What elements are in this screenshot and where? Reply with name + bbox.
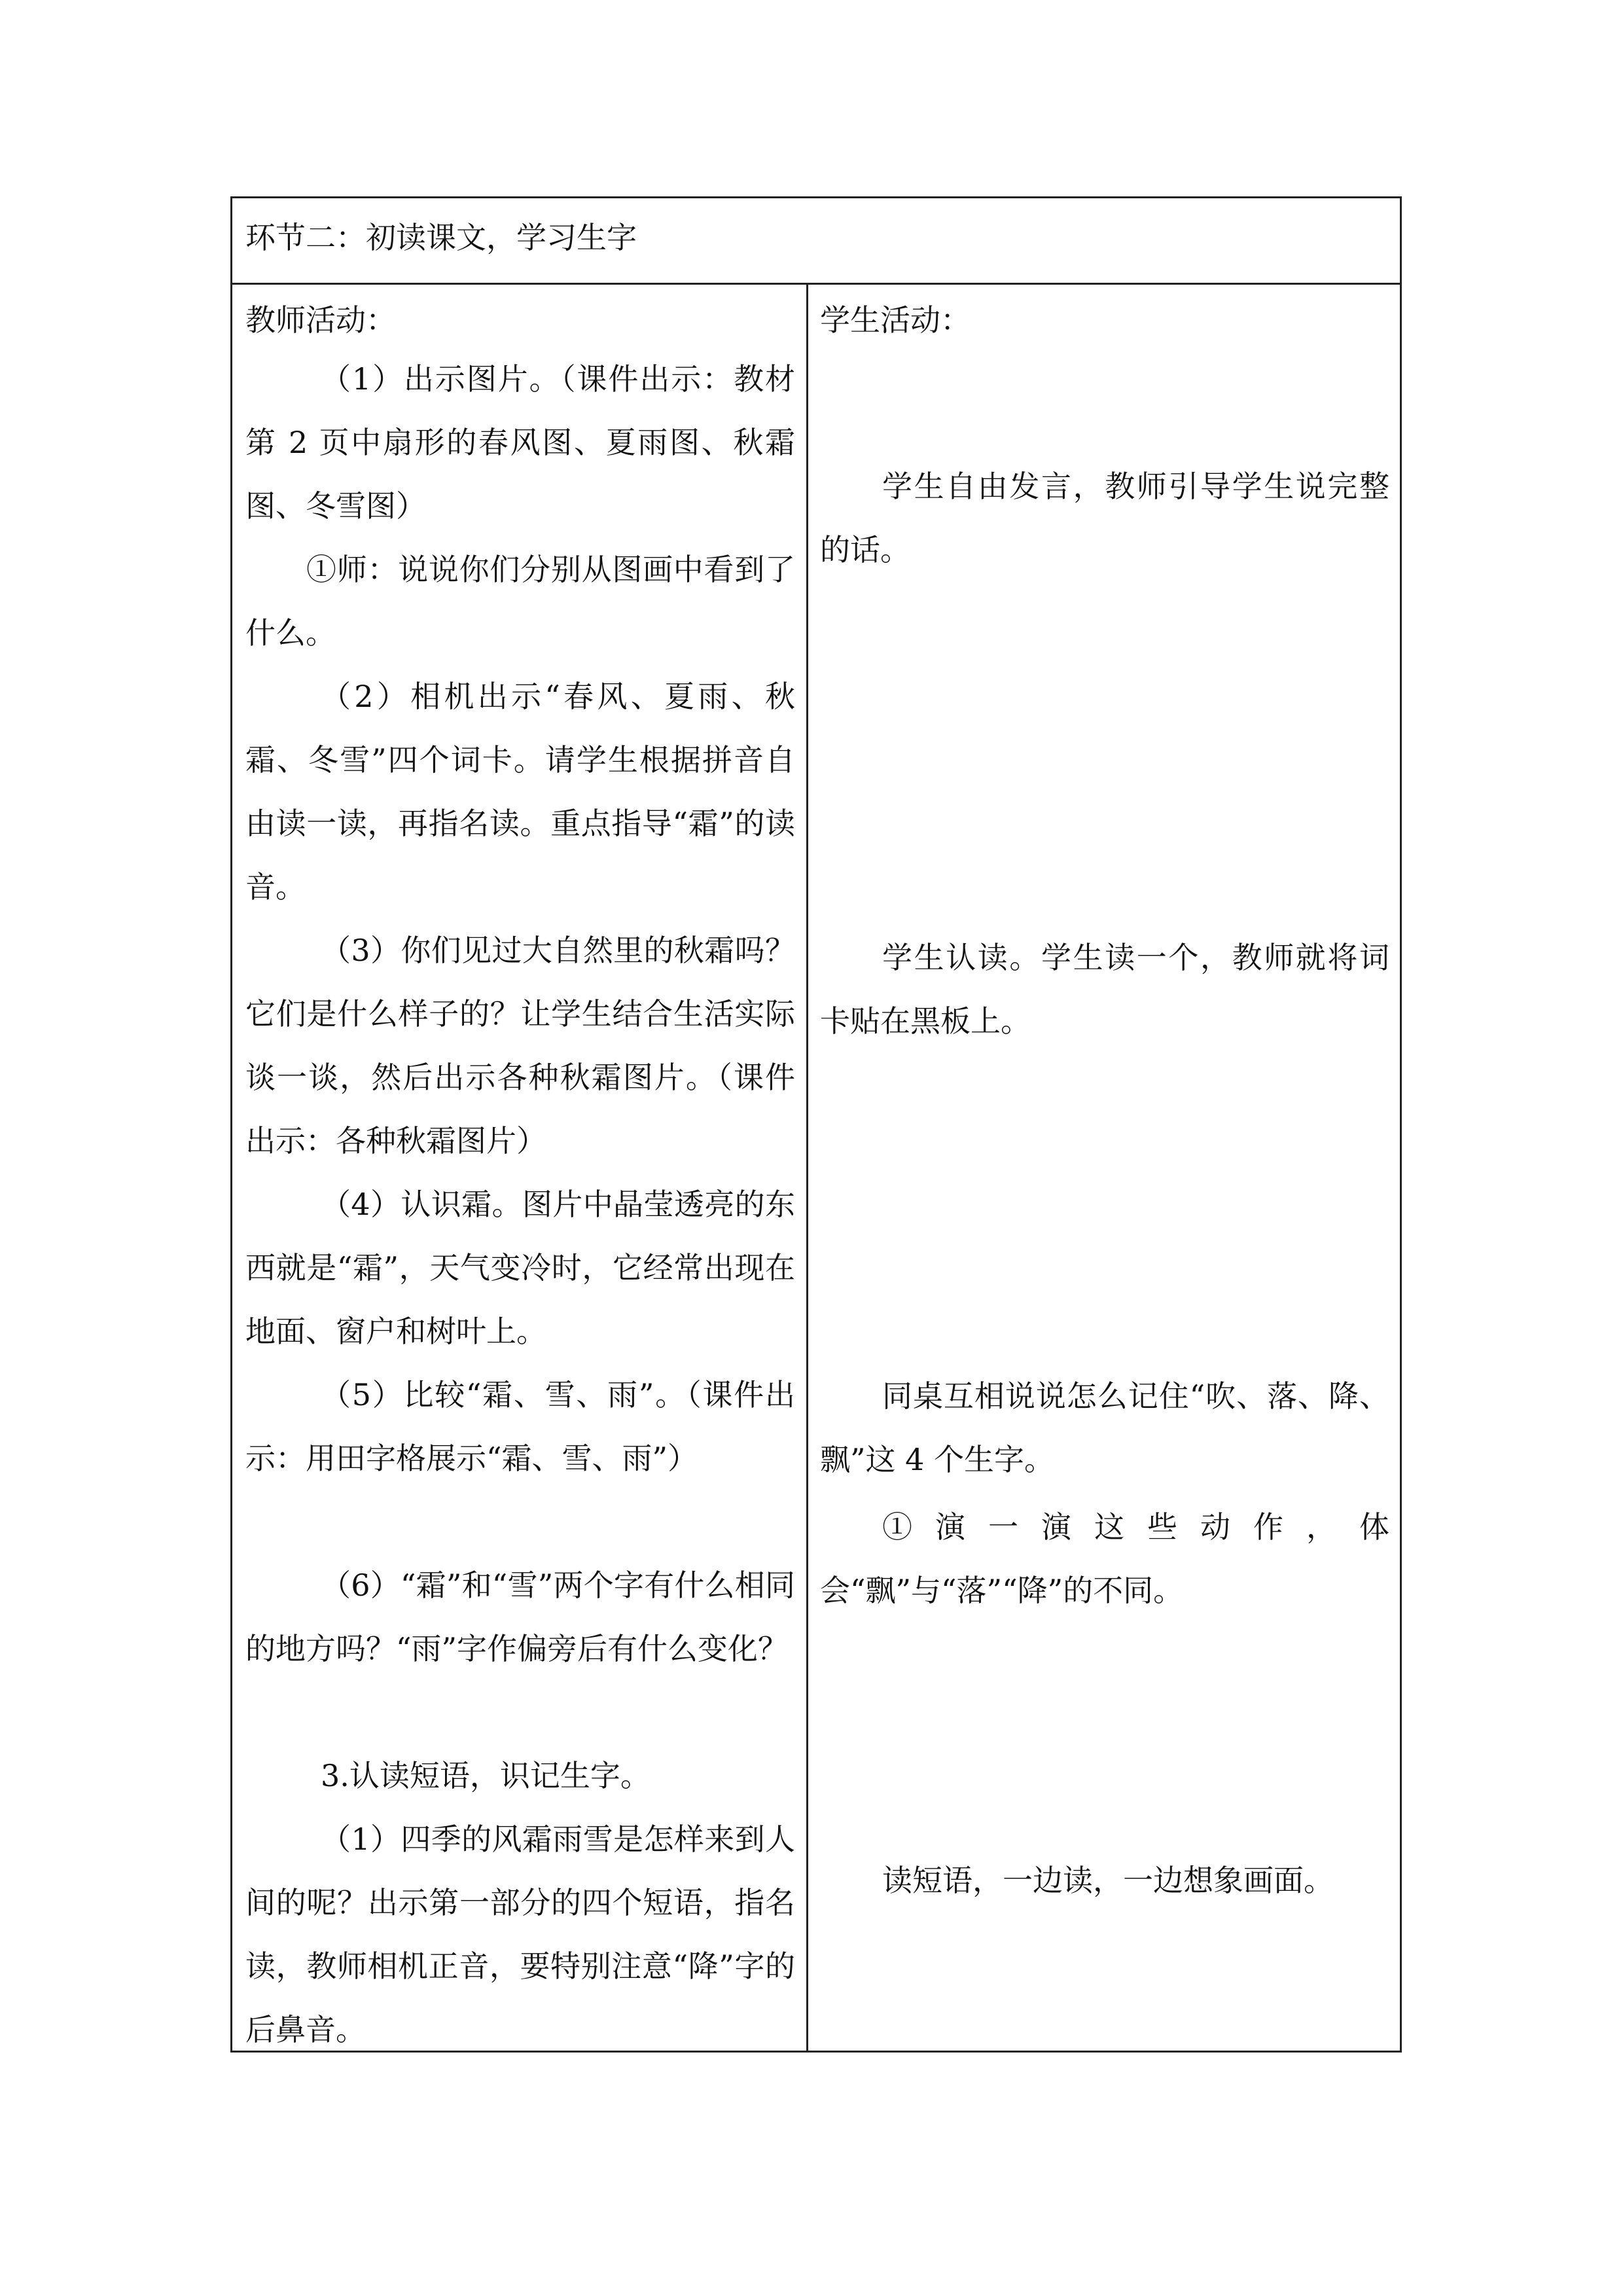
student-paragraph: ①演一演这些动作，体会“飘”与“落”“降”的不同。 (820, 1509, 1389, 1608)
student-paragraph: 同桌互相说说怎么记住“吹、落、降、飘”这 4 个生字。 (820, 1378, 1389, 1477)
teacher-paragraph: （1）四季的风霜雨雪是怎样来到人间的呢？出示第一部分的四个短语，指名读，教师相机正音，要特别注意“降”字的后鼻音。 (245, 1821, 795, 2047)
teacher-paragraph: 3.认读短语，识记生字。 (321, 1758, 651, 1793)
teacher-paragraph: （2）相机出示“春风、夏雨、秋霜、冬雪”四个词卡。请学生根据拼音自由读一读，再指名读。重点指导“霜”的读音。 (245, 679, 795, 905)
section-header (232, 198, 1400, 285)
teacher-paragraph: （6）“霜”和“雪”两个字有什么相同的地方吗？“雨”字作偏旁后有什么变化？ (245, 1568, 795, 1666)
student-paragraph: 学生自由发言，教师引导学生说完整的话。 (820, 469, 1389, 567)
student-paragraph: 学生认读。学生读一个，教师就将词卡贴在黑板上。 (820, 940, 1389, 1039)
teacher-paragraph: （3）你们见过大自然里的秋霜吗？它们是什么样子的？让学生结合生活实际谈一谈，然后出示各种秋霜图片。（课件出示：各种秋霜图片） (245, 933, 795, 1158)
teacher-activity-label: 教师活动： (245, 302, 396, 338)
teacher-paragraph: （1）出示图片。（课件出示：教材第 2 页中扇形的春风图、夏雨图、秋霜图、冬雪图） (245, 361, 795, 524)
section-title: 环节二：初读课文，学习生字 (245, 220, 637, 255)
lesson-table (230, 196, 1402, 2053)
teacher-paragraph: （5）比较“霜、雪、雨”。（课件出示：用田字格展示“霜、雪、雨”） (245, 1377, 795, 1476)
teacher-paragraph: ①师：说说你们分别从图画中看到了什么。 (245, 552, 795, 651)
student-paragraph: 读短语，一边读，一边想象画面。 (882, 1863, 1334, 1898)
column-divider (806, 285, 808, 2053)
teacher-paragraph: （4）认识霜。图片中晶莹透亮的东西就是“霜”，天气变冷时，它经常出现在地面、窗户和树叶上。 (245, 1187, 795, 1349)
student-activity-label: 学生活动： (820, 302, 971, 338)
